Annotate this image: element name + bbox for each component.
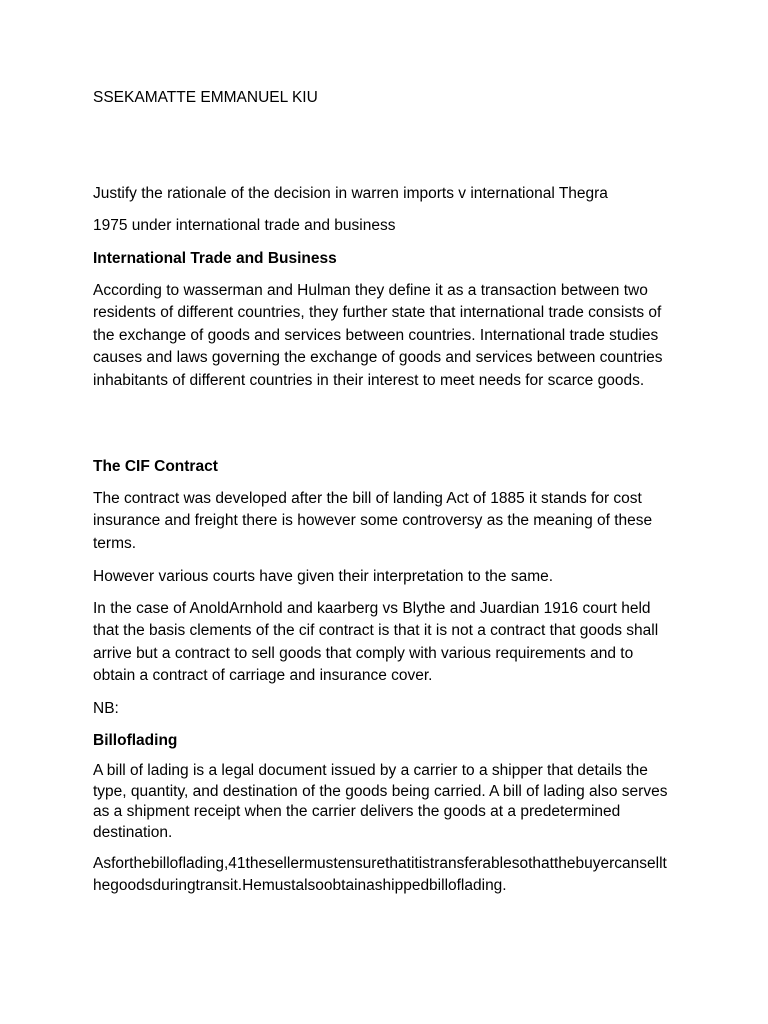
paragraph-cif-origin: The contract was developed after the bill of landing Act of 1885 it stands for cost insurance and freight there is however some controversy as the meaning of these terms. [93, 490, 653, 552]
paragraph-cif-case: In the case of AnoldArnhold and kaarberg vs Blythe and Juardian 1916 court held that the basis clements of the cif contract is that it is not a contract that goods shall arrive but a contract to sell goods that comply with various requirements and to obtain a contract of carriage and insurance cover. [93, 600, 659, 685]
paragraph-cif-interpretation: However various courts have given their interpretation to the same. [93, 568, 554, 585]
paragraph-international-trade: According to wasserman and Hulman they define it as a transaction between two residents of different countries, they further state that international trade consists of the exchange of goods and services between countries. International trade studies causes and laws governing the exchange of goods and services between countries inhabitants of different countries in their interest to meet needs for scarce goods. [93, 282, 663, 389]
heading-international-trade: International Trade and Business [93, 250, 337, 267]
paragraph-bill-of-lading-transfer: Asforthebilloflading,41thesellermustensurethatitistransferablesothatthebuyercansellthegoodsduringtransit.Hemustalsoobtainashippedbilloflading. [93, 855, 667, 894]
question-line-1: Justify the rationale of the decision in warren imports v international Thegra [93, 185, 608, 202]
question-line-2: 1975 under international trade and business [93, 217, 396, 234]
paragraph-bill-of-lading: A bill of lading is a legal document issued by a carrier to a shipper that details the type, quantity, and destination of the goods being carried. A bill of lading also serves as a shipment receipt when the carrier delivers the goods at a predetermined destination. [93, 762, 668, 841]
nb-label: NB: [93, 700, 119, 717]
author-name: SSEKAMATTE EMMANUEL KIU [93, 89, 318, 106]
heading-cif-contract: The CIF Contract [93, 458, 218, 475]
heading-bill-of-lading: Billoflading [93, 732, 178, 749]
